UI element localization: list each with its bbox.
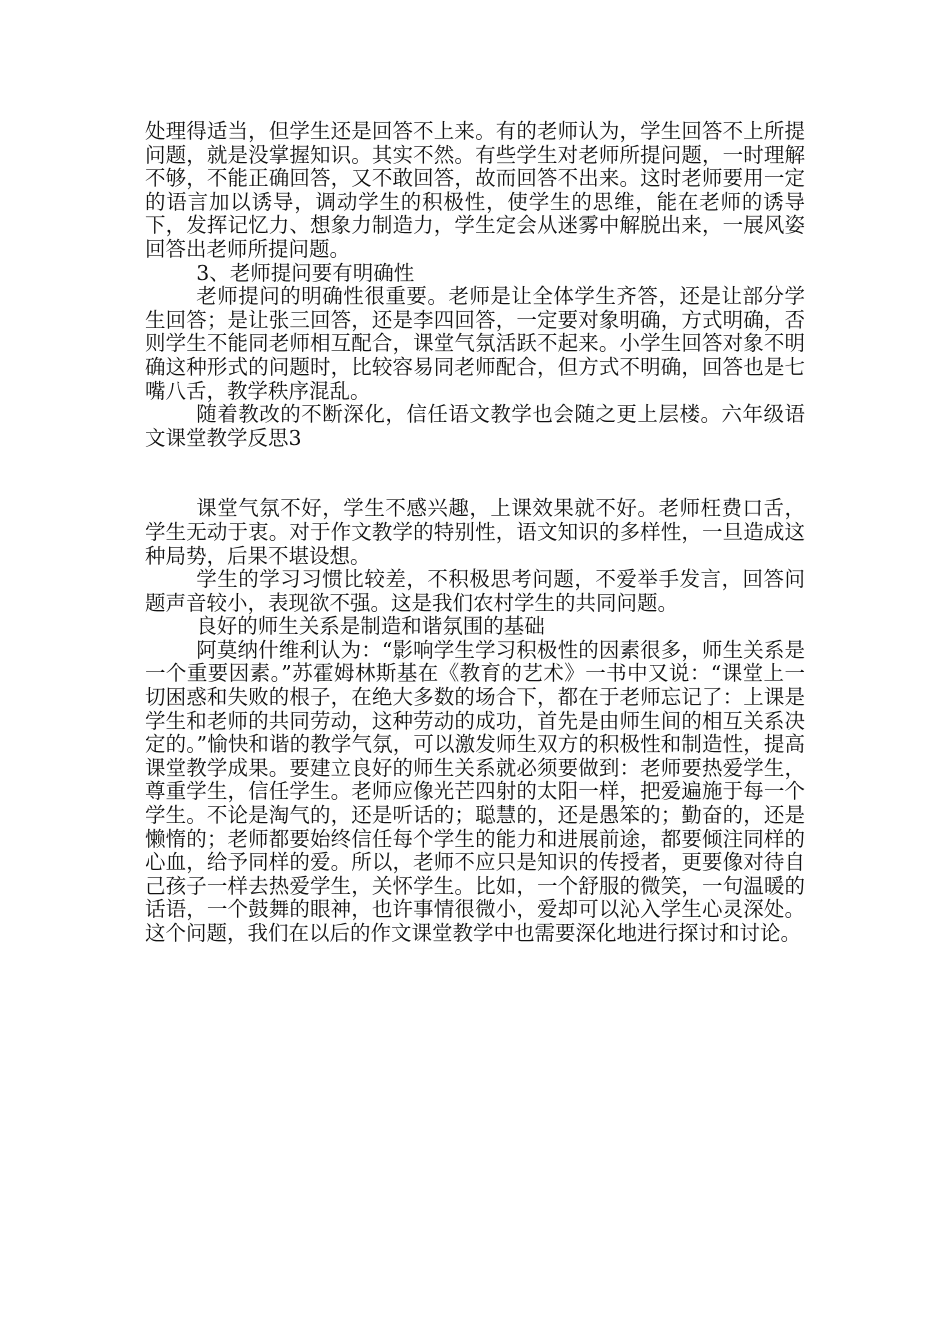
- section-heading: 3、老师提问要有明确性: [196, 260, 415, 285]
- paragraph: 随着教改的不断深化，信任语文教学也会随之更上层楼。六年级语文课堂教学反思3: [145, 402, 805, 450]
- paragraph: 课堂气氛不好，学生不感兴趣，上课效果就不好。老师枉费口舌，学生无动于衷。对于作文教学的特别性，语文知识的多样性，一旦造成这种局势，后果不堪设想。: [145, 496, 805, 568]
- paragraph-gap: [145, 450, 805, 497]
- document-body: [145, 120, 805, 946]
- paragraph: 老师提问的明确性很重要。老师是让全体学生齐答，还是让部分学生回答；是让张三回答，还是李四回答，一定要对象明确，方式明确，否则学生不能同老师相互配合，课堂气氛活跃不起来。小学生回答对象不明确这种形式的问题时，比较容易同老师配合，但方式不明确，回答也是七嘴八舌，教学秩序混乱。: [145, 284, 805, 403]
- section-heading: 良好的师生关系是制造和谐氛围的基础: [196, 614, 545, 639]
- paragraph: 处理得适当，但学生还是回答不上来。有的老师认为，学生回答不上所提问题，就是没掌握知识。其实不然。有些学生对老师所提问题，一时理解不够，不能正确回答，又不敢回答，故而回答不出来。这时老师要用一定的语言加以诱导，调动学生的积极性，使学生的思维，能在老师的诱导下，发挥记忆力、想象力制造力，学生定会从迷雾中解脱出来，一展风姿回答出老师所提问题。: [145, 119, 805, 261]
- paragraph: 学生的学习习惯比较差，不积极思考问题，不爱举手发言，回答问题声音较小，表现欲不强。这是我们农村学生的共同问题。: [145, 567, 805, 615]
- paragraph: 阿莫纳什维利认为：“影响学生学习积极性的因素很多，师生关系是一个重要因素。”苏霍姆林斯基在《教育的艺术》一书中又说：“课堂上一切困惑和失败的根子，在绝大多数的场合下，都在于老师忘记了：上课是学生和老师的共同劳动，这种劳动的成功，首先是由师生间的相互关系决定的。”愉快和谐的教学气氛，可以激发师生双方的积极性和制造性，提高课堂教学成果。要建立良好的师生关系就必须要做到：老师要热爱学生，尊重学生，信任学生。老师应像光芒四射的太阳一样，把爱遍施于每一个学生。不论是淘气的，还是听话的；聪慧的，还是愚笨的；勤奋的，还是懒惰的；老师都要始终信任每个学生的能力和进展前途，都要倾注同样的心血，给予同样的爱。所以，老师不应只是知识的传授者，更要像对待自己孩子一样去热爱学生，关怀学生。比如，一个舒服的微笑，一句温暖的话语，一个鼓舞的眼神，也许事情很微小，爱却可以沁入学生心灵深处。这个问题，我们在以后的作文课堂教学中也需要深化地进行探讨和讨论。: [145, 637, 805, 945]
